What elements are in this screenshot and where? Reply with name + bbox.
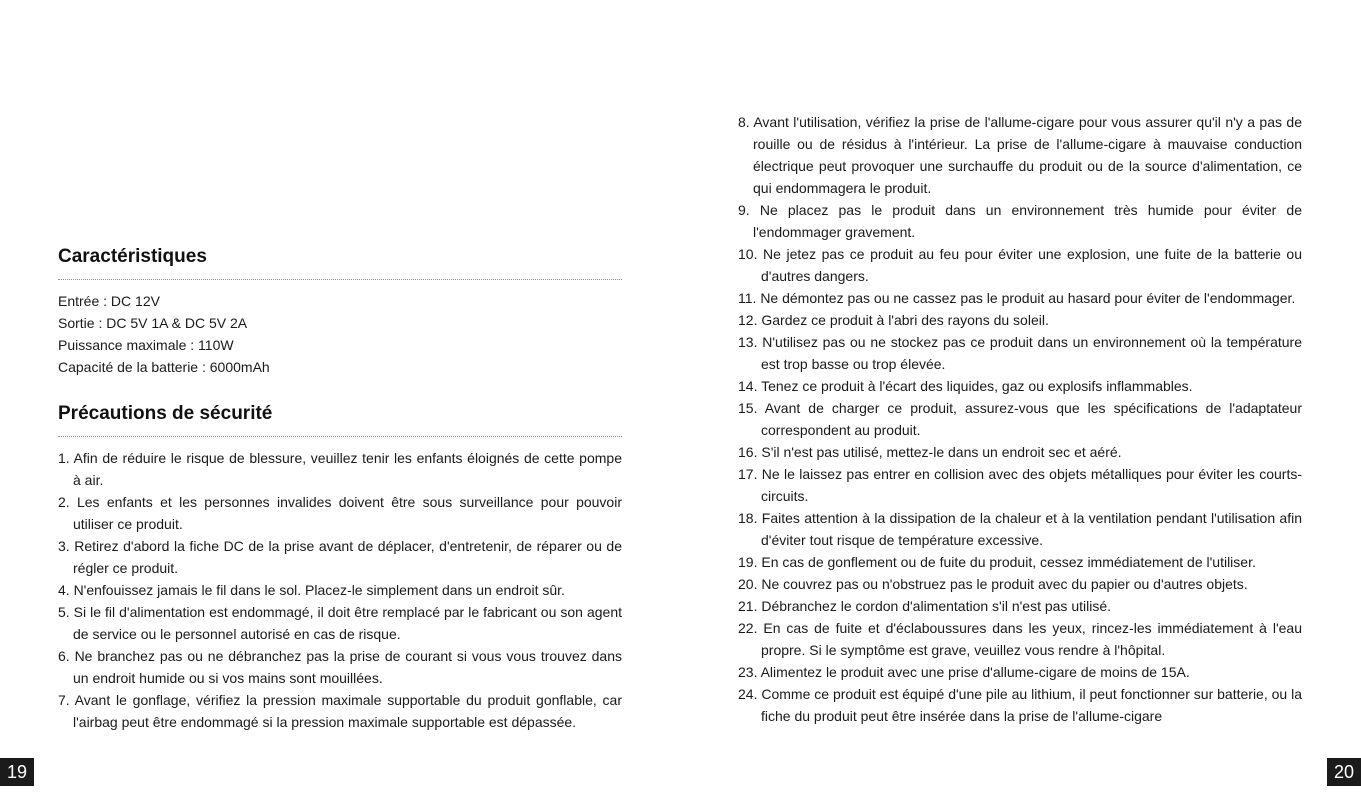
safety-item: 1. Afin de réduire le risque de blessure, veuillez tenir les enfants éloignés de cette pompe à air.: [58, 450, 622, 488]
safety-item: 2. Les enfants et les personnes invalides doivent être sous surveillance pour pouvoir utiliser ce produit.: [58, 494, 622, 532]
left-column: [58, 244, 622, 733]
spec-output: Sortie : DC 5V 1A & DC 5V 2A: [58, 315, 248, 331]
safety-item: 13. N'utilisez pas ou ne stockez pas ce produit dans un environnement où la température est trop basse ou trop élevée.: [738, 334, 1302, 372]
safety-item: 14. Tenez ce produit à l'écart des liquides, gaz ou explosifs inflammables.: [738, 378, 1193, 394]
safety-item: 17. Ne le laissez pas entrer en collision avec des objets métalliques pour éviter les courts-circuits.: [738, 466, 1302, 504]
page-number-left: 19: [0, 758, 34, 786]
safety-item: 10. Ne jetez pas ce produit au feu pour éviter une explosion, une fuite de la batterie ou d'autres dangers.: [738, 246, 1302, 284]
safety-item: 3. Retirez d'abord la fiche DC de la prise avant de déplacer, d'entretenir, de réparer ou de régler ce produit.: [58, 538, 622, 576]
spec-input: Entrée : DC 12V: [58, 293, 160, 309]
safety-item: 24. Comme ce produit est équipé d'une pile au lithium, il peut fonctionner sur batterie, ou la fiche du produit peut être insérée dans la prise de l'allume-cigare: [738, 686, 1302, 724]
right-column: [738, 111, 1302, 727]
specs-list: [58, 290, 622, 378]
safety-item: 20. Ne couvrez pas ou n'obstruez pas le produit avec du papier ou d'autres objets.: [738, 576, 1248, 592]
safety-item: 4. N'enfouissez jamais le fil dans le sol. Placez-le simplement dans un endroit sûr.: [58, 582, 565, 598]
safety-item: 11. Ne démontez pas ou ne cassez pas le produit au hasard pour éviter de l'endommager.: [738, 290, 1296, 306]
page-number-right: 20: [1327, 758, 1361, 786]
safety-heading: Précautions de sécurité: [58, 401, 622, 437]
safety-item: 19. En cas de gonflement ou de fuite du produit, cessez immédiatement de l'utiliser.: [738, 554, 1256, 570]
safety-item: 6. Ne branchez pas ou ne débranchez pas la prise de courant si vous vous trouvez dans un endroit humide ou si vos mains sont mouillées.: [58, 648, 622, 686]
safety-item: 12. Gardez ce produit à l'abri des rayons du soleil.: [738, 312, 1049, 328]
safety-list-right: [738, 111, 1302, 727]
safety-item: 21. Débranchez le cordon d'alimentation s'il n'est pas utilisé.: [738, 598, 1112, 614]
safety-item: 16. S'il n'est pas utilisé, mettez-le dans un endroit sec et aéré.: [738, 444, 1122, 460]
safety-item: 18. Faites attention à la dissipation de la chaleur et à la ventilation pendant l'utilisation afin d'éviter tout risque de température excessive.: [738, 510, 1302, 548]
safety-item: 9. Ne placez pas le produit dans un environnement très humide pour éviter de l'endommager gravement.: [738, 202, 1302, 240]
left-page: [0, 0, 680, 794]
safety-item: 7. Avant le gonflage, vérifiez la pression maximale supportable du produit gonflable, car l'airbag peut être endommagé si la pression maximale supportable est dépassée.: [58, 692, 622, 730]
safety-item: 8. Avant l'utilisation, vérifiez la prise de l'allume-cigare pour vous assurer qu'il n'y a pas de rouille ou de résidus à l'intérieur. La prise de l'allume-cigare à mauvaise conduction électrique peut provoquer une surchauffe du produit ou de la source d'alimentation, ce qui endommagera le produit.: [738, 114, 1302, 196]
safety-item: 15. Avant de charger ce produit, assurez-vous que les spécifications de l'adaptateur correspondent au produit.: [738, 400, 1302, 438]
spec-battery-capacity: Capacité de la batterie : 6000mAh: [58, 359, 270, 375]
specs-heading: Caractéristiques: [58, 244, 622, 280]
safety-item: 22. En cas de fuite et d'éclaboussures dans les yeux, rincez-les immédiatement à l'eau propre. Si le symptôme est grave, veuillez vous rendre à l'hôpital.: [738, 620, 1302, 658]
safety-item: 5. Si le fil d'alimentation est endommagé, il doit être remplacé par le fabricant ou son agent de service ou le personnel autorisé en cas de risque.: [58, 604, 622, 642]
safety-list-left: [58, 447, 622, 733]
spec-max-power: Puissance maximale : 110W: [58, 337, 234, 353]
safety-item: 23. Alimentez le produit avec une prise d'allume-cigare de moins de 15A.: [738, 664, 1190, 680]
